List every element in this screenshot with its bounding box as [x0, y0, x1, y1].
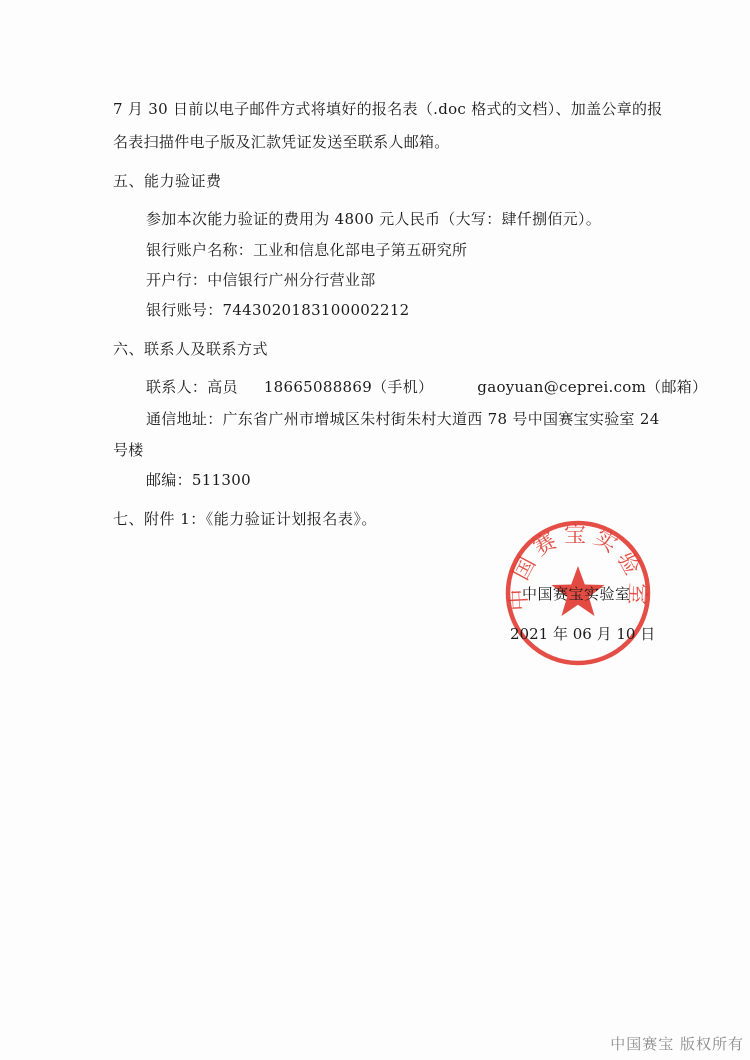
paragraph-line: 7 月 30 日前以电子邮件方式将填好的报名表（.doc 格式的文档）、加盖公章的报: [113, 100, 663, 118]
signature-organization: 中国赛宝实验室: [522, 585, 631, 603]
postcode: 邮编：511300: [146, 471, 251, 489]
address-line: 通信地址：广东省广州市增城区朱村街朱村大道西 78 号中国赛宝实验室 24: [146, 410, 660, 428]
account-number: 银行账号：7443020183100002212: [146, 301, 410, 319]
copyright-watermark: 中国赛宝 版权所有: [610, 1035, 744, 1053]
section5-heading: 五、能力验证费: [113, 172, 222, 190]
contact-email: gaoyuan@ceprei.com（邮箱）: [477, 378, 708, 396]
address-line-cont: 号楼: [113, 441, 144, 459]
bank-name: 开户行：中信银行广州分行营业部: [146, 271, 376, 289]
section6-heading: 六、联系人及联系方式: [113, 340, 269, 358]
contact-phone: 18665088869（手机）: [263, 378, 434, 396]
signature-date: 2021 年 06 月 10 日: [510, 625, 656, 643]
seal-text: 中国赛宝实验室: [506, 522, 650, 612]
paragraph-line: 名表扫描件电子版及汇款凭证发送至联系人邮箱。: [113, 133, 450, 151]
contact-line: [146, 377, 707, 397]
section7-heading: 七、附件 1：《能力验证计划报名表》。: [113, 510, 377, 528]
contact-label: 联系人：: [146, 378, 208, 396]
fee-text: 参加本次能力验证的费用为 4800 元人民币（大写：肆仟捌佰元）。: [146, 210, 602, 228]
contact-name: 高员: [207, 378, 238, 396]
account-name: 银行账户名称：工业和信息化部电子第五研究所: [146, 241, 468, 259]
